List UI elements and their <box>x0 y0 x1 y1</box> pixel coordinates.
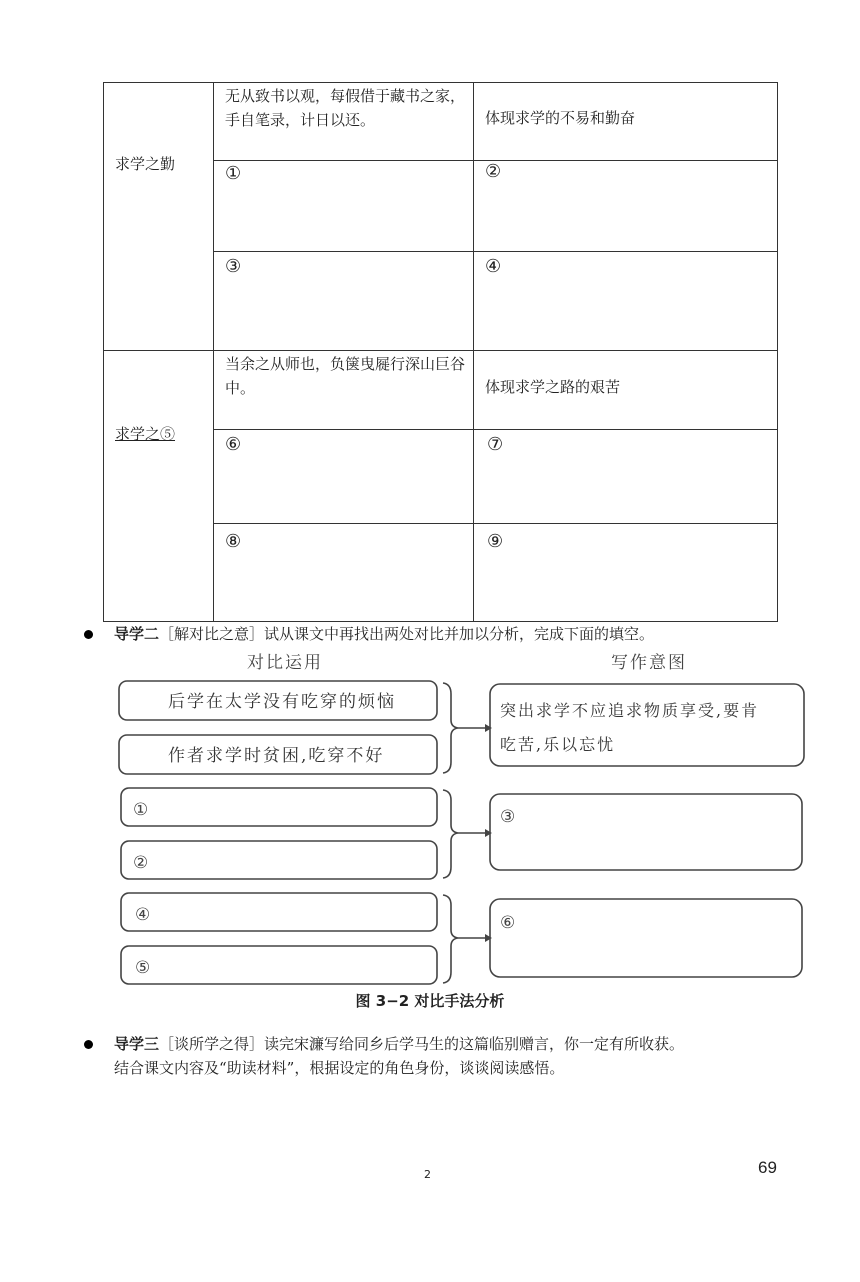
bullet-icon <box>84 1040 93 1049</box>
guide3-line2: 结合课文内容及“助读材料”，根据设定的角色身份，谈谈阅读感悟。 <box>114 1059 565 1077</box>
guide3-title: 导学三 <box>114 1035 160 1053</box>
intent-box-2 <box>490 794 802 870</box>
contrast-box-3b <box>121 946 437 984</box>
blank-1: ① <box>225 163 242 184</box>
guide2-text: ［解对比之意］试从课文中再找出两处对比并加以分析，完成下面的填空。 <box>159 625 655 643</box>
analysis-cell: 体现求学的不易和勤奋 <box>485 109 636 127</box>
brace-1 <box>443 683 458 773</box>
arrow-head-2 <box>485 829 492 837</box>
section-label: 求学之勤 <box>115 155 176 173</box>
footer-small-number: 2 <box>424 1168 431 1181</box>
section-label: 求学之⑤ <box>115 425 176 443</box>
guide3-line1: ［谈所学之得］读完宋濂写给同乡后学马生的这篇临别赠言，你一定有所收获。 <box>159 1035 685 1053</box>
contrast-text: 后学在太学没有吃穿的烦恼 <box>168 692 396 712</box>
blank-4: ④ <box>485 256 502 277</box>
blank-6: ⑥ <box>225 434 242 455</box>
blank-circle-5: ⑤ <box>135 958 151 978</box>
blank-circle-6: ⑥ <box>500 913 516 933</box>
intent-text: 突出求学不应追求物质享受,要肯 <box>500 701 760 720</box>
blank-3: ③ <box>225 256 242 277</box>
contrast-text: 作者求学时贫困,吃穿不好 <box>168 746 385 766</box>
blank-circle-3: ③ <box>500 807 516 827</box>
blank-9: ⑨ <box>487 531 504 552</box>
intent-box-3 <box>490 899 802 977</box>
blank-2: ② <box>485 161 502 182</box>
contrast-box-2b <box>121 841 437 879</box>
page-number: 69 <box>758 1158 777 1177</box>
blank-circle-4: ④ <box>135 905 151 925</box>
guide3-paragraph <box>114 1032 684 1056</box>
guide2-title: 导学二 <box>114 625 160 643</box>
blank-8: ⑧ <box>225 531 242 552</box>
figure-left-heading: 对比运用 <box>247 653 323 673</box>
blank-7: ⑦ <box>487 434 504 455</box>
example-cell: 无从致书以观，每假借于藏书之家，手自笔录，计日以还。 <box>225 87 466 129</box>
contrast-box-2a <box>121 788 437 826</box>
brace-2 <box>443 790 458 878</box>
example-cell: 当余之从师也，负箧曳屣行深山巨谷中。 <box>225 355 466 397</box>
arrow-head-1 <box>485 724 492 732</box>
figure-right-heading: 写作意图 <box>611 653 687 673</box>
blank-circle-1: ① <box>133 800 149 820</box>
arrow-head-3 <box>485 934 492 942</box>
blank-circle-2: ② <box>133 853 149 873</box>
figure-caption: 图 3−2 对比手法分析 <box>355 992 505 1010</box>
brace-3 <box>443 895 458 983</box>
intent-text: 吃苦,乐以忘忧 <box>500 735 616 754</box>
analysis-cell: 体现求学之路的艰苦 <box>485 378 621 396</box>
contrast-box-3a <box>121 893 437 931</box>
